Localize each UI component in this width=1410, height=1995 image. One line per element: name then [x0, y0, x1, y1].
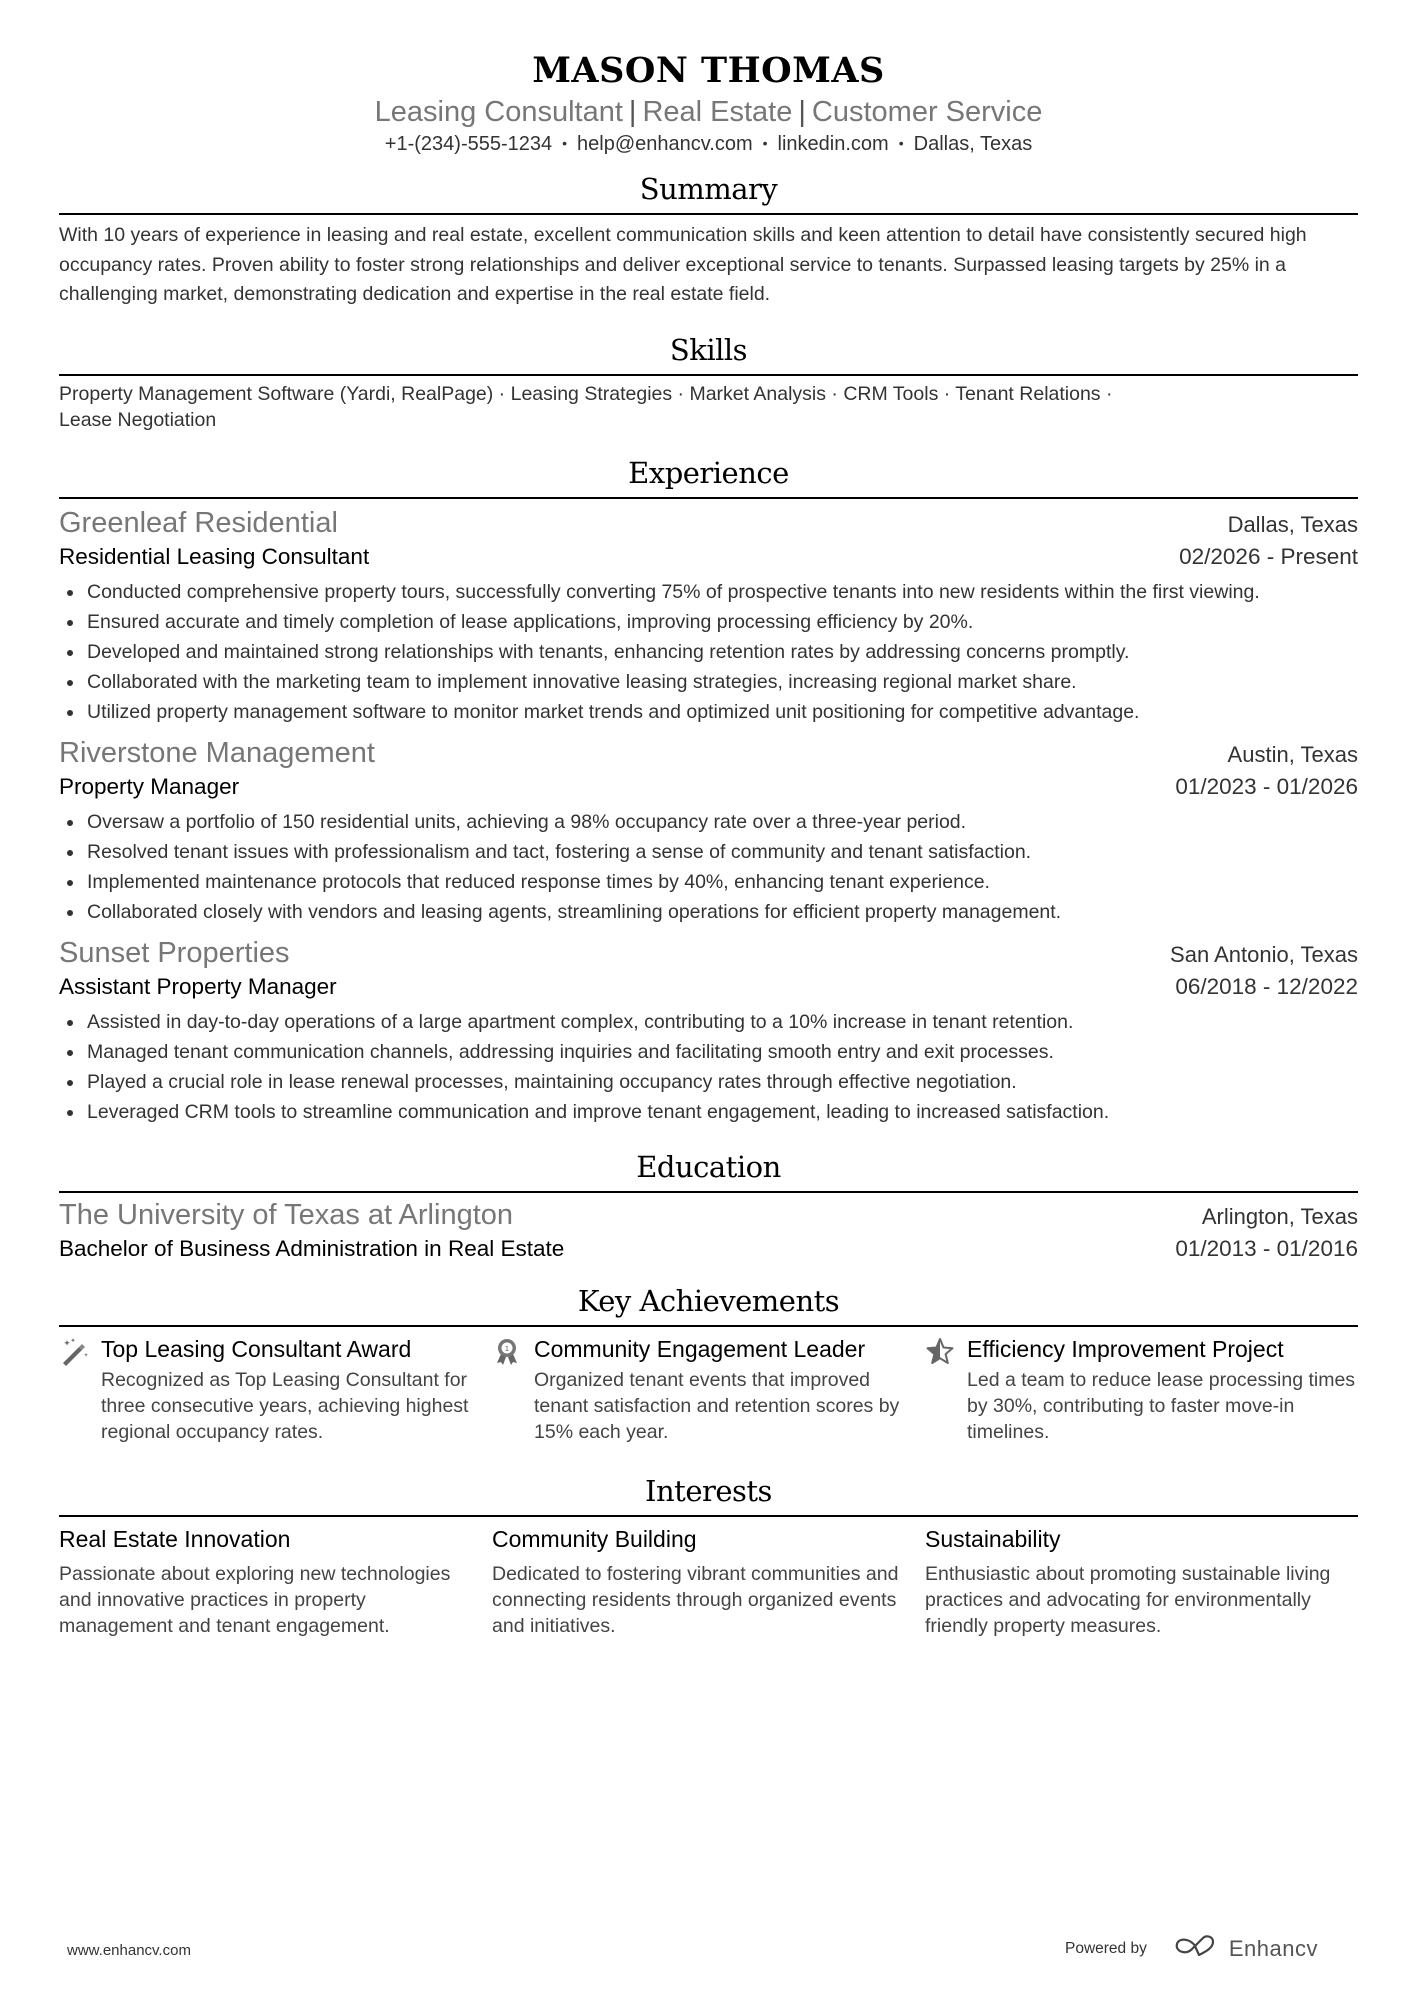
section-title-education: Education [636, 1149, 781, 1184]
experience-item [59, 505, 1358, 727]
resume-page [59, 0, 1358, 1639]
section-title-experience: Experience [628, 455, 789, 490]
contact-separator: • [898, 135, 904, 151]
bullet-item: Ensured accurate and timely completion of lease applications, improving processing efficiency by 20%. [59, 607, 1358, 637]
interest-title: Sustainability [925, 1525, 1061, 1552]
skills-list [59, 381, 1358, 433]
company-name: Sunset Properties [59, 936, 290, 969]
job-dates: 01/2023 - 01/2026 [1175, 773, 1358, 799]
achievement-title: Community Engagement Leader [534, 1335, 866, 1362]
job-dates: 02/2026 - Present [1179, 543, 1358, 569]
achievement-item [492, 1333, 925, 1445]
powered-by-label: Powered by [1065, 1939, 1147, 1957]
contact-info [59, 130, 1358, 157]
location: Dallas, Texas [913, 133, 1033, 155]
section-divider [59, 497, 1358, 499]
job-bullets [59, 577, 1358, 727]
education-item [59, 1197, 1358, 1265]
summary-text: With 10 years of experience in leasing and real estate, excellent communication skills and keen attention to detail have consistently secured high occupancy rates. Proven ability to foster strong relationships and deliver exceptional service to tenants. Surpassed leasing targets by 25% in a challenging market, demonstrating dedication and expertise in the real estate field. [59, 224, 1307, 305]
contact-separator: • [562, 135, 568, 151]
section-divider [59, 1191, 1358, 1193]
email-link[interactable]: help@enhancv.com [577, 133, 753, 155]
job-dates: 06/2018 - 12/2022 [1175, 973, 1358, 999]
skills-line: Lease Negotiation [59, 408, 217, 431]
job-title: Property Manager [59, 773, 240, 799]
interest-title: Real Estate Innovation [59, 1525, 291, 1552]
school-name: The University of Texas at Arlington [59, 1198, 514, 1231]
interest-item [925, 1523, 1358, 1639]
job-title: Residential Leasing Consultant [59, 543, 370, 569]
company-name: Greenleaf Residential [59, 506, 338, 539]
phone[interactable]: +1-(234)-555-1234 [384, 133, 553, 155]
section-title-achievements: Key Achievements [577, 1283, 840, 1318]
degree: Bachelor of Business Administration in Real Estate [59, 1235, 565, 1261]
bullet-item: Oversaw a portfolio of 150 residential units, achieving a 98% occupancy rate over a three-year period. [59, 807, 1358, 837]
interests-section [59, 1473, 1358, 1639]
bullet-item: Implemented maintenance protocols that reduced response times by 40%, enhancing tenant experience. [59, 867, 1358, 897]
section-title-skills: Skills [669, 332, 748, 367]
bullet-item: Assisted in day-to-day operations of a large apartment complex, contributing to a 10% increase in tenant retention. [59, 1007, 1358, 1037]
skills-section [59, 332, 1358, 433]
company-name: Riverstone Management [59, 736, 375, 769]
job-bullets [59, 1007, 1358, 1127]
school-location: Arlington, Texas [1201, 1203, 1358, 1229]
bullet-item: Conducted comprehensive property tours, successfully converting 75% of prospective tenants into new residents within the first viewing. [59, 577, 1358, 607]
job-location: Dallas, Texas [1227, 511, 1358, 537]
section-title-summary: Summary [639, 172, 778, 206]
resume-header [59, 0, 1358, 157]
job-location: San Antonio, Texas [1170, 941, 1358, 967]
headline-separator: | [798, 96, 806, 128]
achievement-item [59, 1333, 492, 1445]
headline-separator: | [628, 96, 637, 128]
achievement-item [925, 1333, 1358, 1445]
headline [59, 94, 1358, 130]
bullet-item: Utilized property management software to monitor market trends and optimized unit positioning for competitive advantage. [59, 697, 1358, 727]
summary-section [59, 171, 1358, 310]
skills-line: Property Management Software (Yardi, RealPage) · Leasing Strategies · Market Analysis · CRM Tools · Tenant Relations · [59, 382, 1113, 405]
bullet-item: Developed and maintained strong relationships with tenants, enhancing retention rates by addressing concerns promptly. [59, 637, 1358, 667]
education-dates: 01/2013 - 01/2016 [1175, 1235, 1358, 1261]
svg-text:1: 1 [504, 1344, 510, 1353]
award-medal-icon [492, 1333, 534, 1445]
interest-description: Dedicated to fostering vibrant communities and connecting residents through organized events and initiatives. [492, 1562, 899, 1637]
experience-section [59, 455, 1358, 1127]
section-title-interests: Interests [645, 1473, 772, 1508]
bullet-item: Collaborated closely with vendors and leasing agents, streamlining operations for efficient property management. [59, 897, 1358, 927]
star-icon [925, 1333, 967, 1445]
footer-branding [1065, 1934, 1318, 1963]
section-divider [59, 213, 1358, 215]
headline-part: Real Estate [642, 96, 793, 128]
interest-item [59, 1523, 492, 1639]
bullet-item: Played a crucial role in lease renewal processes, maintaining occupancy rates through effective negotiation. [59, 1067, 1358, 1097]
interest-description: Passionate about exploring new technologies and innovative practices in property management and tenant engagement. [59, 1562, 451, 1637]
bullet-item: Leveraged CRM tools to streamline communication and improve tenant engagement, leading to increased satisfaction. [59, 1097, 1358, 1127]
interest-description: Enthusiastic about promoting sustainable living practices and advocating for environmentally friendly property measures. [925, 1562, 1331, 1637]
interest-item [492, 1523, 925, 1639]
achievement-title: Top Leasing Consultant Award [101, 1335, 412, 1362]
candidate-name: MASON THOMAS [532, 50, 885, 91]
experience-item [59, 735, 1358, 927]
brand-name[interactable]: Enhancv [1228, 1935, 1318, 1961]
job-location: Austin, Texas [1227, 741, 1358, 767]
achievement-title: Efficiency Improvement Project [967, 1335, 1284, 1362]
bullet-item: Resolved tenant issues with professionalism and tact, fostering a sense of community and tenant satisfaction. [59, 837, 1358, 867]
experience-item [59, 935, 1358, 1127]
section-divider [59, 1515, 1358, 1517]
bullet-item: Collaborated with the marketing team to implement innovative leasing strategies, increasing regional market share. [59, 667, 1358, 697]
section-divider [59, 374, 1358, 376]
interest-title: Community Building [492, 1525, 697, 1552]
achievements-section [59, 1283, 1358, 1445]
job-title: Assistant Property Manager [59, 973, 337, 999]
job-bullets [59, 807, 1358, 927]
enhancv-logo-icon[interactable] [1173, 1934, 1219, 1963]
magic-wand-icon [59, 1333, 101, 1445]
achievement-description: Recognized as Top Leasing Consultant for three consecutive years, achieving highest regional occupancy rates. [101, 1368, 469, 1443]
section-divider [59, 1325, 1358, 1327]
headline-part: Leasing Consultant [374, 96, 623, 128]
footer-website-link[interactable]: www.enhancv.com [67, 1942, 191, 1959]
achievement-description: Organized tenant events that improved tenant satisfaction and retention scores by 15% each year. [534, 1368, 900, 1443]
education-section [59, 1149, 1358, 1265]
achievement-description: Led a team to reduce lease processing times by 30%, contributing to faster move-in timelines. [967, 1368, 1356, 1443]
headline-part: Customer Service [811, 96, 1043, 128]
linkedin-link[interactable]: linkedin.com [777, 133, 889, 155]
bullet-item: Managed tenant communication channels, addressing inquiries and facilitating smooth entry and exit processes. [59, 1037, 1358, 1067]
contact-separator: • [762, 135, 768, 151]
